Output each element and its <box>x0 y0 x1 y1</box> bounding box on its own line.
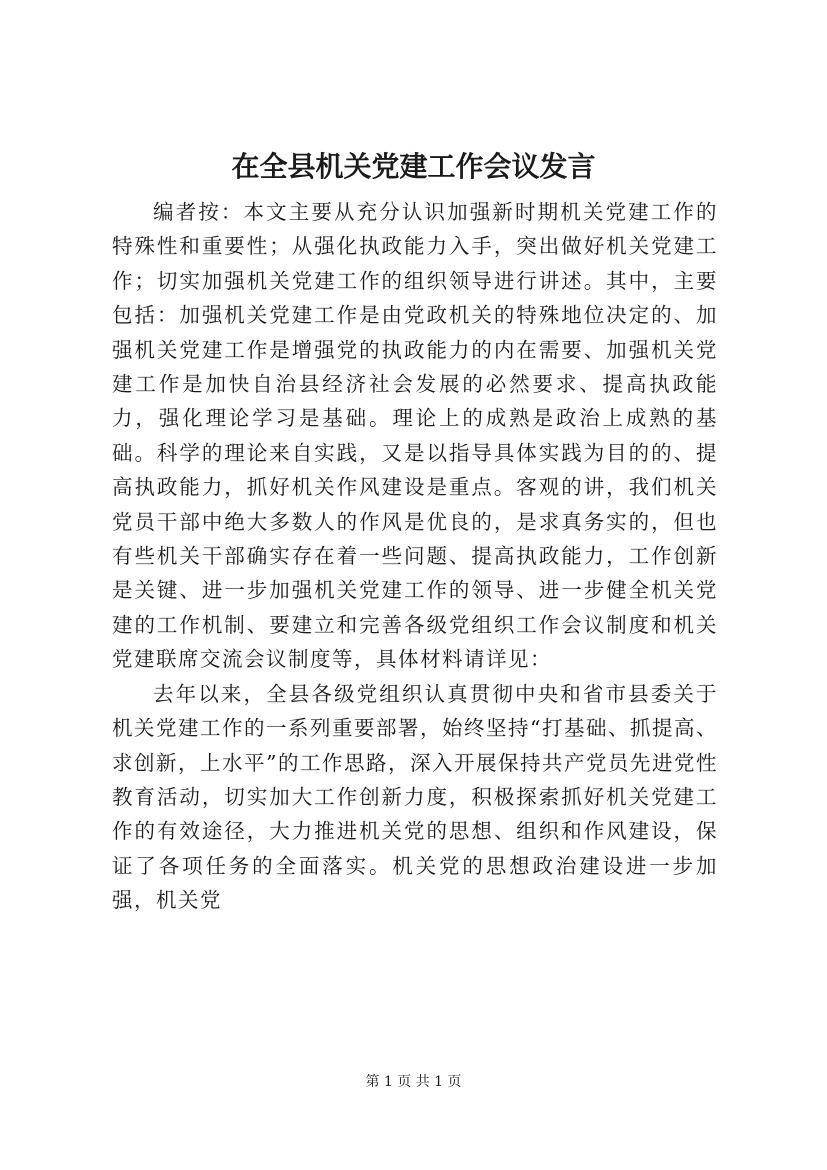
document-title: 在全县机关党建工作会议发言 <box>231 150 596 183</box>
page-footer: 第 1 页 共 1 页 <box>365 1074 462 1090</box>
editor-note-paragraph: 编者按：本文主要从充分认识加强新时期机关党建工作的特殊性和重要性；从强化执政能力入手，突出做好机关党建工作；切实加强机关党建工作的组织领导进行讲述。其中，主要包括：加强机关党建工作是由党政机关的特殊地位决定的、加强机关党建工作是增强党的执政能力的内在需要、加强机关党建工作是加快自治县经济社会发展的必然要求、提高执政能力，强化理论学习是基础。理论上的成熟是政治上成熟的基础。科学的理论来自实践，又是以指导具体实践为目的的、提高执政能力，抓好机关作风建设是重点。客观的讲，我们机关党员干部中绝大多数人的作风是优良的，是求真务实的，但也有些机关干部确实存在着一些问题、提高执政能力，工作创新是关键、进一步加强机关党建工作的领导、进一步健全机关党建的工作机制、要建立和完善各级党组织工作会议制度和机关党建联席交流会议制度等，具体材料请详见： <box>112 200 718 672</box>
document-body <box>112 195 718 918</box>
body-paragraph: 去年以来，全县各级党组织认真贯彻中央和省市县委关于机关党建工作的一系列重要部署，始终坚持“打基础、抓提高、求创新，上水平”的工作思路，深入开展保持共产党员先进党性教育活动，切实加大工作创新力度，积极探索抓好机关党建工作的有效途径，大力推进机关党的思想、组织和作风建设，保证了各项任务的全面落实。机关党的思想政治建设进一步加强，机关党 <box>112 681 718 913</box>
